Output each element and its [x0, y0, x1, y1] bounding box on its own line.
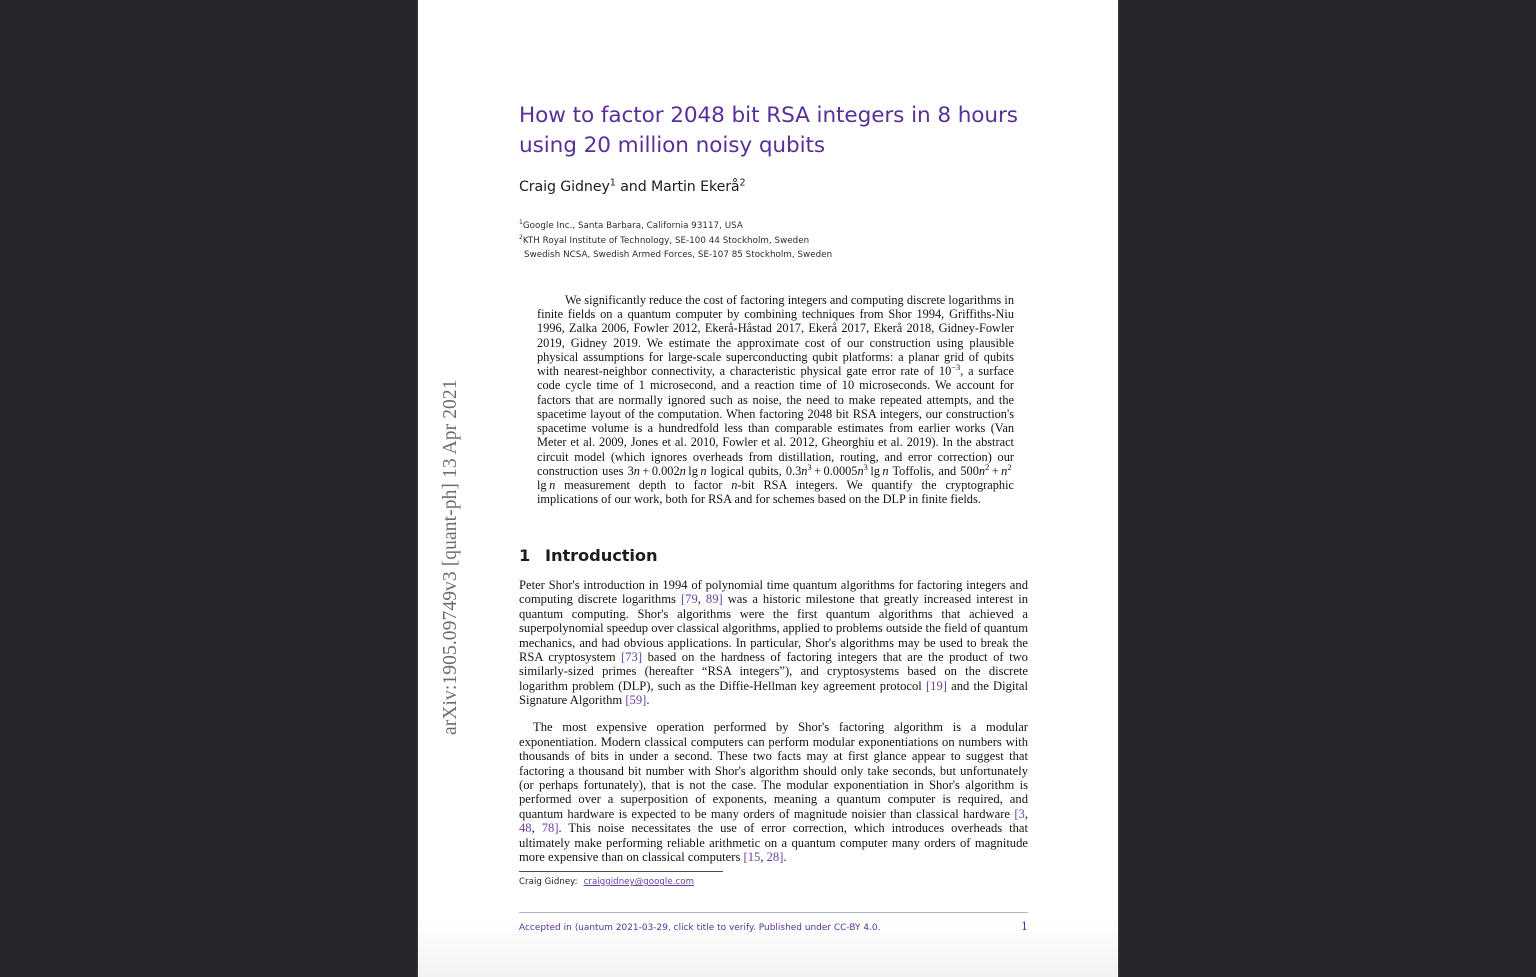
footer-accepted-prefix: Accepted in	[519, 923, 572, 933]
footer-accepted-notice[interactable]	[519, 923, 881, 933]
paragraph-text: The most expensive operation performed by Shor's factoring algorithm is a modular exponentiation. Modern classical computers can perform modular exponentiations on numbers with thousands of bits in under a second. These two facts may at first glance appear to suggest that factoring a thousand bit number with Shor's algorithm should only take seconds, but unfortunately (or perhaps fortunately), that is not the case. The modular exponentiation in Shor's algorithm is performed over a superposition of exponents, meaning a quantum computer is required, and quantum hardware is expected to be many orders of magnitude noisier than classical hardware [3, 48, 78]. This noise necessitates the use of error correction, which introduces overheads that ultimately make performing reliable arithmetic on a quantum computer many orders of magnitude more expensive than on classical computers [15, 28].	[519, 720, 1028, 864]
footer-row	[519, 920, 1028, 933]
pdf-page[interactable]	[418, 0, 1118, 977]
footnote-rule	[519, 871, 723, 872]
footnote-block	[519, 871, 1028, 887]
footnote-text	[519, 877, 1028, 887]
affiliation-text: KTH Royal Institute of Technology, SE-100 44 Stockholm, Sweden	[522, 235, 810, 246]
affiliation-text: Google Inc., Santa Barbara, California 93117, USA	[522, 221, 743, 231]
arxiv-stamp-text: arXiv:1905.09749v3 [quant-ph] 13 Apr 2021	[440, 379, 461, 735]
affiliation-line	[519, 234, 1028, 249]
footer-rule	[519, 912, 1028, 913]
author-name-1: Craig Gidney	[519, 179, 610, 195]
author-list	[519, 179, 1028, 195]
section-number: 1	[519, 545, 531, 565]
body-paragraph	[519, 578, 1028, 708]
page-footer	[519, 912, 1028, 933]
author-affiliation-mark-2: 2	[739, 177, 746, 189]
affiliation-mark: 1	[519, 220, 523, 227]
quantum-journal-glyph-icon: ⟨	[574, 923, 579, 933]
arxiv-stamp	[418, 0, 480, 977]
section-title: Introduction	[545, 545, 658, 565]
author-conjunction: and	[615, 179, 652, 195]
page-number: 1	[1020, 920, 1028, 933]
affiliation-line	[519, 248, 1028, 263]
author-affiliation-mark-1: 1	[609, 177, 616, 189]
footer-accepted-rest: 2021-03-29, click title to verify. Published under CC-BY 4.0.	[615, 923, 881, 933]
abstract-block	[537, 293, 1014, 507]
abstract-text: We significantly reduce the cost of factoring integers and computing discrete logarithms in finite fields on a quantum computer by combining techniques from Shor 1994, Griffiths-Niu 1996, Zalka 2006, Fowler 2012, Ekerå-Håstad 2017, Ekerå 2017, Ekerå 2018, Gidney-Fowler 2019, Gidney 2019. We estimate the approximate cost of our construction using plausible physical assumptions for large-scale superconducting qubit platforms: a planar grid of qubits with nearest-neighbor connectivity, a characteristic physical gate error rate of $10^{-3}$, a surface code cycle time of 1 microsecond, and a reaction time of 10 microseconds. We account for factors that are normally ignored such as noise, the need to make repeated attempts, and the spacetime layout of the computation. When factoring 2048 bit RSA integers, our construction's spacetime volume is a hundredfold less than comparable estimates from earlier works (Van Meter et al. 2009, Jones et al. 2010, Fowler et al. 2012, Gheorghiu et al. 2019). In the abstract circuit model (which ignores overheads from distillation, routing, and error correction) our construction uses 3n + 0.002n lg n logical qubits, $0.3n^3 + 0.0005n^3$ lg n Toffolis, and $500n^2 + n^2$ lg n measurement depth to factor n-bit RSA integers. We quantify the cryptographic implications of our work, both for RSA and for schemes based on the DLP in finite fields.	[537, 292, 1015, 507]
affiliation-line	[519, 219, 1028, 234]
author-name-2: Martin Ekerå	[651, 179, 740, 195]
section-heading-introduction	[519, 546, 1028, 565]
affiliation-mark: 2	[519, 234, 523, 241]
affiliation-block	[519, 219, 1028, 263]
paper-title: How to factor 2048 bit RSA integers in 8 hours using 20 million noisy qubits	[519, 103, 1018, 158]
footnote-email-link[interactable]: craiggidney@google.com	[583, 877, 694, 887]
body-paragraph	[519, 720, 1028, 864]
page-content	[519, 0, 1028, 977]
footer-journal-name: uantum	[578, 923, 613, 933]
affiliation-text: Swedish NCSA, Swedish Armed Forces, SE-107 85 Stockholm, Sweden	[524, 250, 833, 261]
footnote-label: Craig Gidney:	[519, 877, 578, 887]
paragraph-text: Peter Shor's introduction in 1994 of polynomial time quantum algorithms for factoring integers and computing discrete logarithms [79, 89] was a historic milestone that greatly increased interest in quantum computing. Shor's algorithms were the first quantum algorithms that achieved a superpolynomial speedup over classical algorithms, applied to problems outside the field of quantum mechanics, and had obvious applications. In particular, Shor's algorithms may be used to break the RSA cryptosystem [73] based on the hardness of factoring integers that are the product of two similarly-sized primes (hereafter “RSA integers”), and cryptosystems based on the discrete logarithm problem (DLP), such as the Diffie-Hellman key agreement protocol [19] and the Digital Signature Algorithm [59].	[519, 578, 1029, 708]
